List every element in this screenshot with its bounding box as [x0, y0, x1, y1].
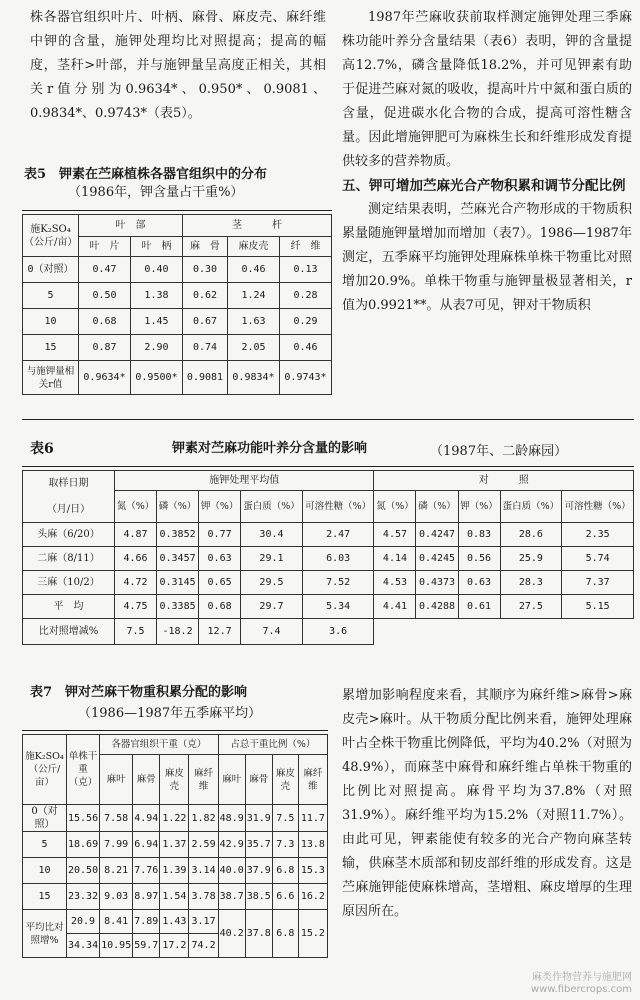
table5 — [22, 214, 332, 395]
table5-header-bark: 麻皮壳 — [228, 237, 280, 257]
right-bottom-text — [342, 684, 632, 924]
table-row: 10 20.50 8.21 7.76 1.39 3.14 40.0 37.9 6.8 15.3 — [23, 858, 328, 884]
section-heading: 五、钾可增加苎麻光合产物积累和调节分配比例 — [342, 178, 626, 194]
table7-header-organ: 各器官组织干重（克） — [100, 735, 219, 755]
left-top-text — [30, 6, 326, 126]
table5-header-stalk: 麻 骨 — [182, 237, 227, 257]
table-row: 15 23.32 9.03 8.97 1.54 3.78 38.7 38.5 6.6 16.2 — [23, 884, 328, 910]
table6 — [22, 470, 634, 645]
paragraph: 1987年苎麻收获前取样测定施钾处理三季麻株功能叶养分含量结果（表6）表明，钾的含量提高12.7%，磷含量降低18.2%，并可见钾素有助于促进苎麻对氮的吸收，提高叶片中氮和蛋白质的含量，促进碳水化合物的合成，提高可溶性糖含量。因此增施钾肥可为麻株生长和纤维形成发育提供较多的营养物质。 — [342, 10, 632, 169]
table6-header-ctrl: 对 照 — [374, 471, 634, 491]
table5-header-petiole: 叶 柄 — [130, 237, 182, 257]
table-row: 二麻（8/11） 4.66 0.3457 0.63 29.1 6.03 4.14 0.4245 0.56 25.9 5.74 — [23, 547, 634, 571]
table5-header-leaf: 叶 部 — [79, 215, 183, 237]
paragraph: 株各器官组织叶片、叶柄、麻骨、麻皮壳、麻纤维中钾的含量，施钾处理均比对照提高；提高的幅度，茎秆>叶部，并与施钾量呈高度正相关，其相关r值分别为0.9634*、0.950*、0.9081、0.9834*、0.9743*（表5）。 — [30, 10, 326, 121]
table6-top-rule — [22, 419, 634, 420]
table5-subtitle: （1986年，钾含量占干重%） — [68, 185, 244, 200]
table-row: 5 0.50 1.38 0.62 1.24 0.28 — [23, 283, 332, 309]
table7 — [22, 734, 328, 958]
table-row: 15 0.87 2.90 0.74 2.05 0.46 — [23, 335, 332, 361]
table7-caption — [30, 684, 330, 726]
table6-header-treat: 施钾处理平均值 — [115, 471, 374, 491]
table6-subheader-row: 氮（%） 磷（%） 钾（%） 蛋白质（%） 可溶性糖（%） 氮（%） 磷（%） 钾（%） 蛋白质（%） 可溶性糖（%） — [23, 491, 634, 523]
table7-header-dw: 单株干重（克） — [67, 735, 100, 805]
table5-corr-row: 与施钾量相关r值 0.9634* 0.9500* 0.9081 0.9834* 0.9743* — [23, 361, 332, 395]
table6-header-date: 取样日期 （月/日） — [23, 471, 115, 523]
table-row: 平 均 4.75 0.3385 0.68 29.7 5.34 4.41 0.4288 0.61 27.5 5.15 — [23, 595, 634, 619]
table6-note: （1987年、二龄麻园） — [430, 444, 568, 459]
table7-subtitle: （1986—1987年五季麻平均） — [78, 706, 262, 721]
table6-caption — [30, 440, 630, 460]
table6-header-rule — [22, 466, 634, 467]
table-row: 0（对照） 0.47 0.40 0.30 0.46 0.13 — [23, 257, 332, 283]
watermark-line2: www.fibercrops.com — [530, 984, 632, 995]
table7-title: 表7 钾对苎麻干物重积累分配的影响 — [30, 685, 248, 700]
table5-header-leafblade: 叶 片 — [79, 237, 131, 257]
table7-subheader-row: 麻叶 麻骨 麻皮壳 麻纤维 麻叶 麻骨 麻皮壳 麻纤维 — [23, 755, 328, 805]
right-top-text — [342, 6, 632, 318]
paragraph: 测定结果表明，苎麻光合产物形成的干物质积累量随施钾量增加而增加（表7）。1986—1987年测定，五季麻平均施钾处理麻株单株干物重比对照增加20.9%。单株干物重与施钾量极显著相关，r值为0.9921**。从表7可见，钾对干物质积 — [342, 202, 632, 313]
table6-label: 表6 — [30, 441, 54, 457]
table-row: 0（对照） 15.56 7.58 4.94 1.22 1.82 48.9 31.9 7.5 11.7 — [23, 805, 328, 832]
table5-header-stem: 茎 杆 — [182, 215, 331, 237]
table5-caption — [24, 166, 330, 202]
table6-change-row: 比对照增减% 7.5 -18.2 12.7 7.4 3.6 — [23, 619, 634, 645]
table5-header-fiber: 纤 维 — [279, 237, 331, 257]
table7-top-rule — [22, 730, 328, 731]
table7-header-ratio: 占总干重比例（%） — [218, 735, 327, 755]
table7-avg-row-2: 34.34 10.95 59.7 17.2 74.2 — [23, 934, 328, 958]
watermark — [531, 972, 632, 996]
table-row: 10 0.68 1.45 0.67 1.63 0.29 — [23, 309, 332, 335]
table-row: 三麻（10/2） 4.72 0.3145 0.65 29.5 7.52 4.53 0.4373 0.63 28.3 7.37 — [23, 571, 634, 595]
watermark-line1: 麻类作物营养与施肥网 — [532, 972, 632, 983]
table-row: 5 18.69 7.99 6.94 1.37 2.59 42.9 35.7 7.3 13.8 — [23, 832, 328, 858]
table6-title: 钾素对苎麻功能叶养分含量的影响 — [172, 441, 368, 456]
table5-header-k: 施K₂SO₄ （公斤/亩） — [23, 215, 79, 257]
table7-header-k: 施K₂SO₄（公斤/亩） — [23, 735, 67, 805]
paragraph: 累增加影响程度来看，其顺序为麻纤维>麻骨>麻皮壳>麻叶。从干物质分配比例来看，施钾处理麻叶占全株干物重比例降低，平均为40.2%（对照为48.9%），而麻茎中麻骨和麻纤维占单株干物重的比例比对照提高。麻骨平均为37.8%（对照31.9%）。麻纤维平均为15.2%（对照11.7%）。由此可见，钾素能使有较多的光合产物向麻茎转输，供麻茎木质部和韧皮部纤维的形成发育。这是苎麻施钾能使麻株增高，茎增粗、麻皮增厚的生理原因所在。 — [342, 688, 632, 919]
table-row: 头麻（6/20） 4.87 0.3852 0.77 30.4 2.47 4.57 0.4247 0.83 28.6 2.35 — [23, 523, 634, 547]
table7-avg-row: 平均比对照增% 20.9 8.41 7.89 1.43 3.17 40.2 37.8 6.8 15.2 — [23, 910, 328, 934]
table5-title: 表5 钾素在苎麻植株各器官组织中的分布 — [24, 167, 268, 182]
table5-top-rule — [22, 210, 332, 211]
